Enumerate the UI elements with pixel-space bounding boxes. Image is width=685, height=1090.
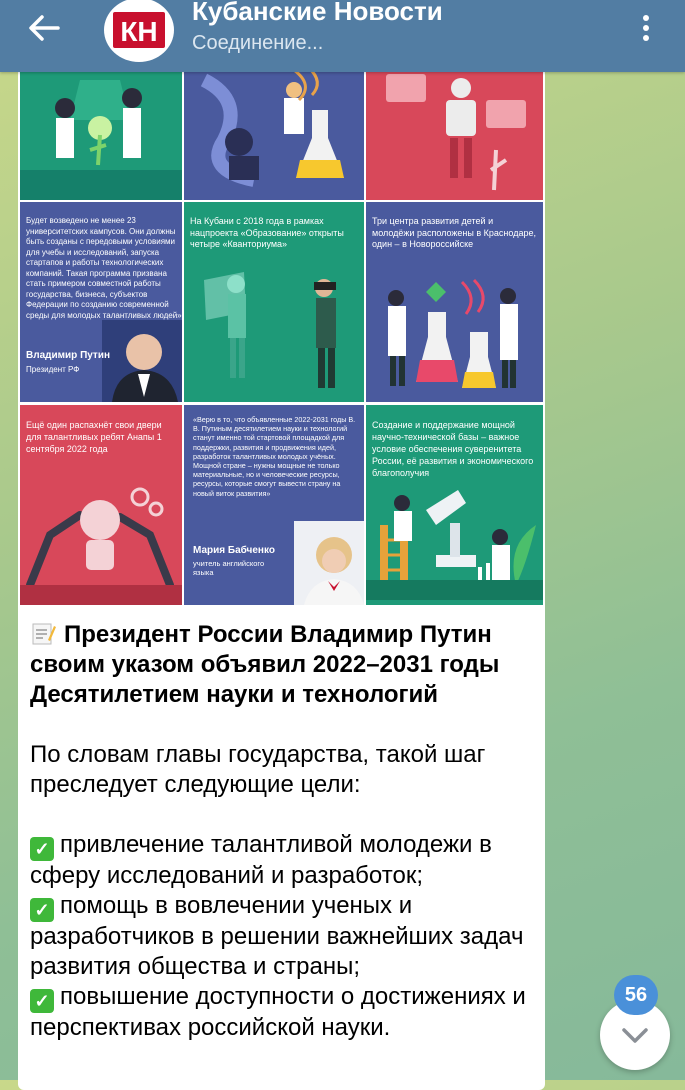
arrow-left-icon: [22, 10, 70, 46]
message-intro: По словам главы государства, такой шаг преследует следующие цели:: [30, 741, 486, 798]
tile-author-name: Владимир Путин: [26, 350, 111, 361]
tile-author-role: учитель английского языка: [193, 559, 265, 577]
album-image-3[interactable]: [366, 60, 543, 200]
media-album: [18, 60, 545, 608]
channel-logo: [104, 0, 174, 62]
tile-caption: Ещё один распахнёт свои двери для талантливых ребят Анапы 1 сентября 2022 года: [26, 420, 162, 454]
scientists-lab-illustration: [20, 60, 182, 200]
more-vertical-icon: [634, 10, 658, 46]
more-menu-button[interactable]: [634, 10, 658, 46]
tile-author-name: Мария Бабченко: [193, 545, 275, 556]
memo-icon: [30, 620, 56, 646]
album-image-4[interactable]: [20, 202, 182, 402]
tile-caption: Создание и поддержание мощной научно-технической базы – важное условие обеспечения суверенитета России, её развития и экономического благополучия: [372, 420, 534, 478]
robot-arms-illustration: [20, 405, 182, 605]
tile-caption: Три центра развития детей и молодёжи расположены в Краснодаре, один – в Новороссийске: [372, 216, 536, 249]
check-mark-icon: ✓: [30, 837, 54, 861]
unread-count-badge: 56: [614, 975, 658, 1015]
channel-avatar[interactable]: [104, 0, 174, 62]
album-image-5[interactable]: [184, 202, 364, 402]
back-button[interactable]: [22, 10, 70, 46]
album-image-2[interactable]: [184, 60, 364, 200]
album-image-1[interactable]: [20, 60, 182, 200]
album-image-7[interactable]: [20, 405, 182, 605]
goal-item: ✓ привлечение талантливой молодежи в сферу исследований и разработок;: [30, 831, 492, 889]
channel-title[interactable]: Кубанские Новости: [192, 0, 443, 26]
robot-illustration: [366, 60, 543, 200]
tile-quote-text: Будет возведено не менее 23 университетских кампусов. Они должны быть созданы с передовыми условиями для учебы и исследований, запуска стартапов и работы технологических компаний. Такая программа призвана стать примером совместной работы государства, бизнеса, субъектов Федерации по созданию современной среды для молодых талантливых людей»: [26, 216, 182, 320]
svg-text:КН: КН: [120, 16, 158, 47]
message-headline: Президент России Владимир Путин своим указом объявил 2022–2031 годы Десятилетием науки и технологий: [30, 621, 500, 708]
album-image-8[interactable]: [184, 405, 364, 605]
goal-item: ✓ повышение доступности о достижениях и перспективах российской науки.: [30, 983, 526, 1041]
message-bubble: [18, 60, 545, 1090]
tile-caption: На Кубани с 2018 года в рамках нацпроекта «Образование» открыты четыре «Кванториума»: [190, 216, 344, 249]
vr-students-illustration: [184, 202, 364, 402]
scientist-microscope-illustration: [366, 405, 543, 605]
check-mark-icon: ✓: [30, 989, 54, 1013]
chat-header: [0, 0, 685, 72]
check-mark-icon: ✓: [30, 898, 54, 922]
teacher-photo: [184, 405, 364, 605]
chemistry-scientists-illustration: [366, 202, 543, 402]
tile-quote-text: «Верю в то, что объявленные 2022-2031 годы В. В. Путиным десятилетием науки и технологий станут именно той стартовой площадкой для поддержки, развития и продвижения идей, разработок талантливых молодых учёных. Мощной стране – нужны мощные не только материальные, но и человеческие ресурсы, ресурсы, которые смогут вывести страну на новый виток развития»: [193, 415, 356, 498]
album-image-9[interactable]: [366, 405, 543, 605]
goal-item: ✓ помощь в вовлечении ученых и разработчиков в решении важнейших задач развития общества и страны;: [30, 892, 524, 980]
album-image-6[interactable]: [366, 202, 543, 402]
message-text: [30, 620, 535, 1043]
tile-author-role: Президент РФ: [26, 365, 80, 374]
connection-status: Соединение...: [192, 32, 324, 54]
microscope-flask-illustration: [184, 60, 364, 200]
